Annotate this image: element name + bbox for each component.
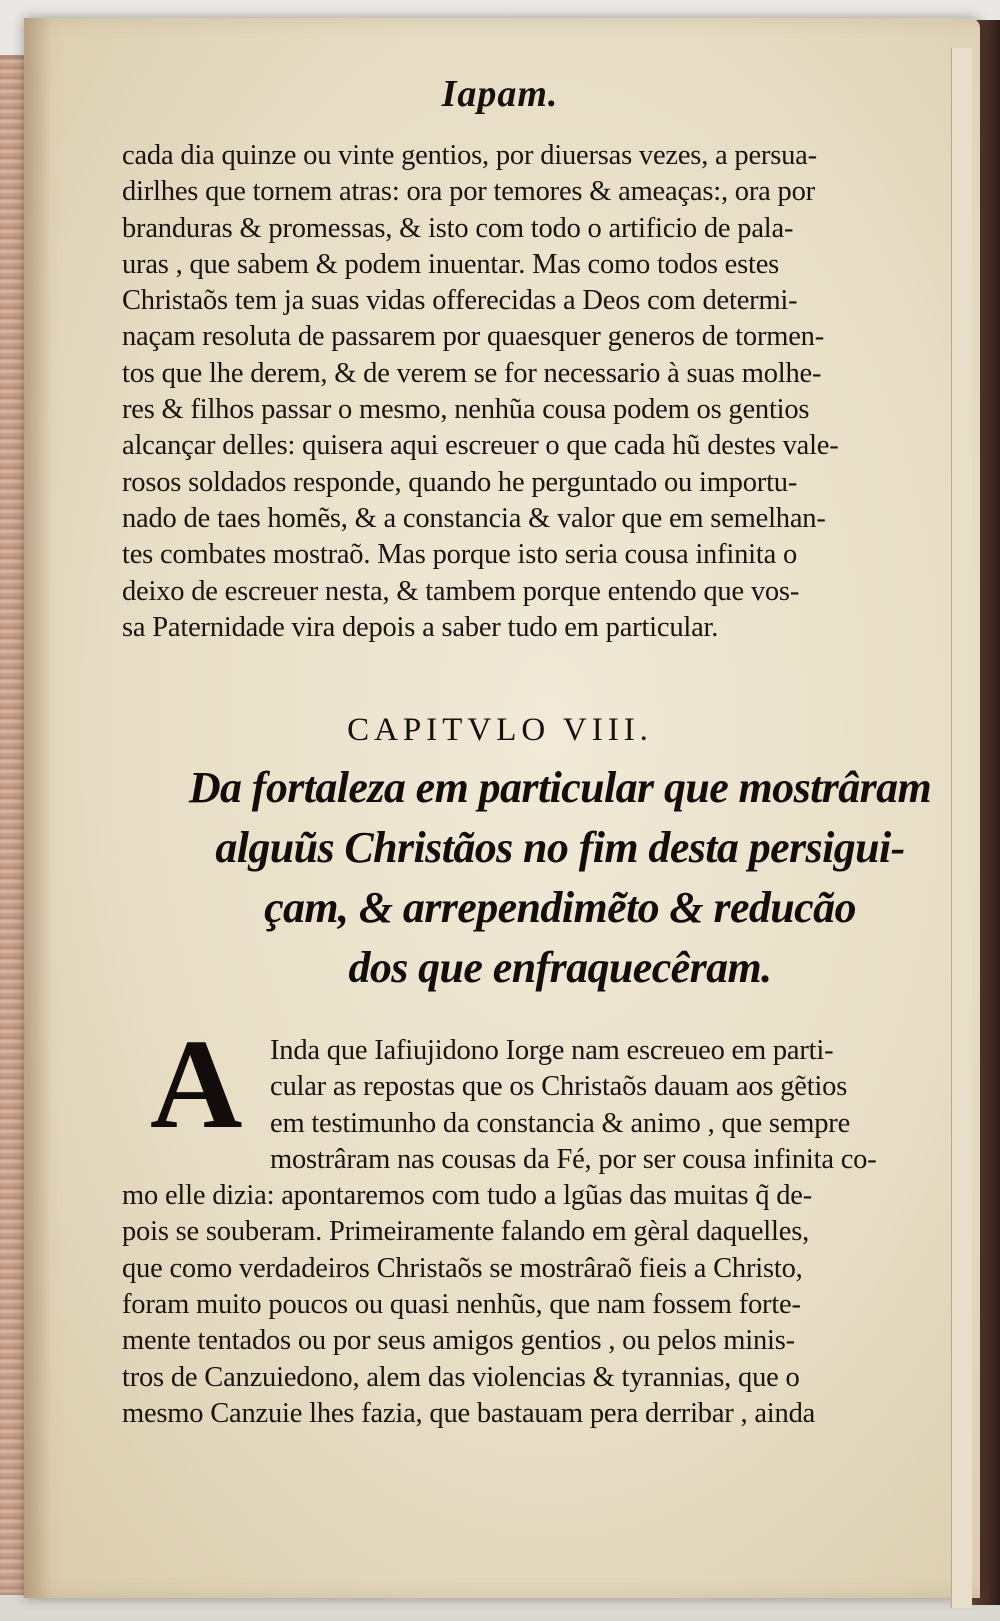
text-line: Christaõs tem ja suas vidas offerecidas a Deos com determi- xyxy=(122,285,798,317)
text-line: tes combates mostraõ. Mas porque isto seria cousa infinita o xyxy=(122,539,798,571)
subtitle-line: dos que enfraquecêram. xyxy=(348,943,772,992)
paragraph-two xyxy=(122,1033,968,1432)
text-line: res & filhos passar o mesmo, nenhũa cousa podem os gentios xyxy=(122,394,810,426)
text-line: tos que lhe derem, & de verem se for necessario à suas molhe- xyxy=(122,357,822,389)
text-line: sa Paternidade vira depois a saber tudo em particular. xyxy=(122,611,719,643)
subtitle-line: çam, & arrependimẽto & reducão xyxy=(264,883,856,932)
text-line: que como verdadeiros Christaõs se mostrâraõ fieis a Christo, xyxy=(122,1252,803,1284)
text-line: pois se souberam. Primeiramente falando em gèral daquelles, xyxy=(122,1216,810,1248)
text-line: mo elle dizia: apontaremos com tudo a lgũas das muitas q̃ de- xyxy=(122,1180,813,1212)
chapter-heading: CAPITVLO VIII. xyxy=(347,712,653,748)
text-line: mente tentados ou por seus amigos gentios , ou pelos minis- xyxy=(122,1325,795,1357)
text-line: em testimunho da constancia & animo , que sempre xyxy=(270,1107,851,1139)
text-line: cada dia quinze ou vinte gentios, por diuersas vezes, a persua- xyxy=(122,140,817,171)
chapter-subtitle xyxy=(140,758,980,998)
text-line: deixo de escreuer nesta, & tambem porque entendo que vos- xyxy=(122,575,800,607)
text-line: rosos soldados responde, quando he perguntado ou importu- xyxy=(122,466,798,498)
subtitle-line: alguũs Christãos no fim desta persigui- xyxy=(215,823,905,872)
text-line: cular as repostas que os Christaõs dauam aos gẽtios xyxy=(270,1071,848,1103)
text-line: mesmo Canzuie lhes fazia, que bastauam pera derribar , ainda xyxy=(122,1397,816,1429)
text-line: mostrâram nas cousas da Fé, por ser cousa infinita co- xyxy=(270,1143,877,1175)
text-line: naçam resoluta de passarem por quaesquer generos de tormen- xyxy=(122,321,824,353)
text-line: nado de taes homẽs, & a constancia & valor que em semelhan- xyxy=(122,502,826,534)
text-line: tros de Canzuiedono, alem das violencias & tyrannias, que o xyxy=(122,1361,800,1393)
running-head: Iapam. xyxy=(441,73,559,115)
subtitle-line: Da fortaleza em particular que mostrâram xyxy=(188,763,932,812)
text-line: uras , que sabem & podem inuentar. Mas como todos estes xyxy=(122,248,780,280)
drop-cap: A xyxy=(150,1013,243,1155)
text-line: alcançar delles: quisera aqui escreuer o que cada hũ destes vale- xyxy=(122,430,839,462)
text-line: branduras & promessas, & isto com todo o artificio de pala- xyxy=(122,212,794,244)
text-line: dirlhes que tornem atras: ora por temores & ameaças:, ora por xyxy=(122,176,815,208)
text-line: Inda que Iafiujidono Iorge nam escreueo em parti- xyxy=(270,1035,834,1066)
text-line: foram muito poucos ou quasi nenhũs, que nam fossem forte- xyxy=(122,1289,801,1321)
paragraph-one xyxy=(122,138,968,646)
